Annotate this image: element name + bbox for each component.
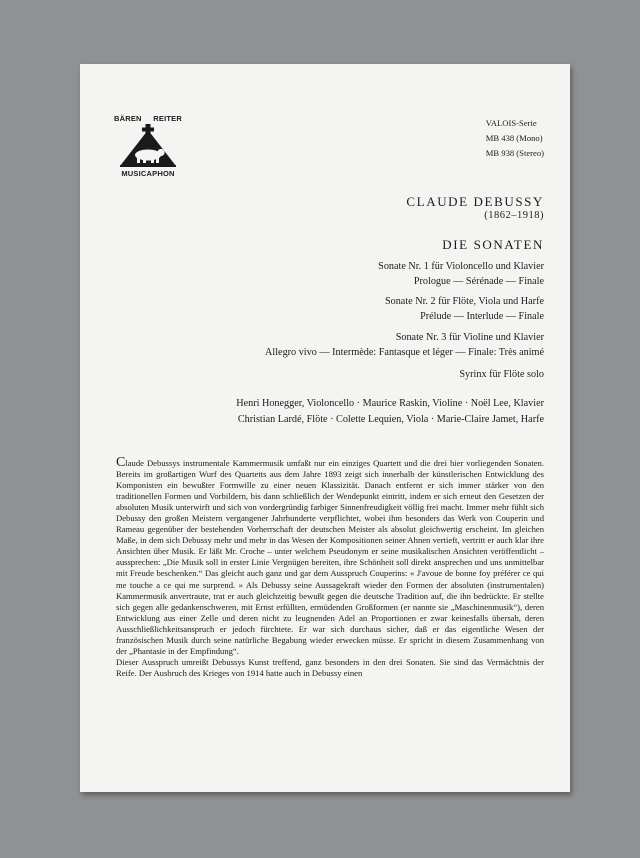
- work-item: [265, 330, 544, 360]
- bear-triangle-logo-icon: [118, 124, 178, 168]
- catalogue-info: [486, 116, 544, 161]
- publisher-logo: [114, 114, 182, 178]
- work-movements: Prélude — Interlude — Finale: [420, 311, 544, 322]
- work-item: [385, 294, 544, 324]
- composer-years: (1862–1918): [484, 210, 544, 221]
- composer-name: CLAUDE DEBUSSY: [406, 194, 544, 209]
- essay-text: [116, 455, 544, 679]
- work-movements: Allegro vivo — Intermède: Fantasque et léger — Finale: Très animé: [265, 347, 544, 358]
- drop-initial: C: [116, 455, 126, 470]
- work-movements: Prologue — Sérénade — Finale: [413, 276, 544, 287]
- work-name: Syrinx für Flöte solo: [459, 369, 544, 380]
- series-name: VALOIS-Serie: [485, 118, 537, 128]
- catalogue-stereo: MB 938 (Stereo): [485, 148, 544, 158]
- performers-line: Henri Honegger, Violoncello · Maurice Raskin, Violine · Noël Lee, Klavier: [236, 398, 544, 409]
- essay-paragraph: [116, 455, 544, 657]
- work-name: Sonate Nr. 2 für Flöte, Viola und Harfe: [384, 296, 544, 307]
- catalogue-mono: MB 438 (Mono): [485, 133, 543, 143]
- work-name: Sonate Nr. 1 für Violoncello und Klavier: [378, 261, 544, 272]
- logo-label: MUSICAPHON: [121, 169, 175, 178]
- work-item: [378, 259, 544, 289]
- album-title: DIE SONATEN: [442, 237, 544, 252]
- essay-paragraph: Dieser Ausspruch umreißt Debussys Kunst treffend, ganz besonders in den drei Sonaten. Sie sind das Vermächtnis der Reife. Der Ausbruch des Krieges von 1914 hatte auch in Debussy einen: [116, 656, 544, 678]
- work-item: [459, 367, 544, 382]
- logo-text-right: REITER: [153, 114, 182, 123]
- sleeve-notes-sheet: [80, 64, 570, 792]
- logo-text-left: BÄREN: [114, 114, 142, 123]
- essay-paragraph-text: laude Debussys instrumentale Kammermusik umfaßt nur ein einziges Quartett und die drei hier vorliegenden Sonaten. Bereits im großartigen Wurf des Quartetts aus dem Jahre 1893 zeigt sich innerhalb der künstlerischen Entwicklung des Komponisten ein bewußter Formwille zu einer neuen Klassizität. Danach entfernt er sich immer stärker von den traditionellen Formen und Vorbildern, bis dann schließlich der Wendepunkt eintritt, indem er sich erneut den Gesetzen der absoluten Musik unterwirft und sich von vordergründig farbiger Sinnenfreudigkeit völlig frei macht. Immer mehr fühlt sich Debussy den großen Meistern vergangener Jahrhunderte verpflichtet, wobei ihm besonders das Werk von Couperin und Rameau gegenüber der bestehenden Vorherrschaft der deutschen Meister als absolut gleichwertig erscheint. Im gleichen Maße, in dem sich Debussy mehr und mehr in das Wesen der Kompositionen seiner Ahnen vertieft, vertritt er auch klar ihre Ansichten über Musik. Er läßt Mr. Croche – unter welchem Pseudonym er seine musikalischen Ansichten veröffentlicht – aussprechen: „Die Musik soll in erster Linie Vergnügen bereiten, ihre Schönheit soll direkt ansprechen und uns unmittelbar mit Freude beschenken.“ Das gleicht auch ganz und gar dem Ausspruch Couperins: « J'avoue de bonne foy préférer ce qui me touche a ce qui me surprend. » Als Debussy seine Aussagekraft wieder den Formen der absoluten (instrumentalen) Kammermusik anvertraute, trat er auch gleichzeitig bewußt gegen die deutsche Tradition auf, die ihn bedrückte. Er stellte sich gegen alle gedankenschweren, mit Ernst erfüllten, ermüdenden Großformen (er nannte sie „Maschinenmusik“), deren Entwicklung aus einer Zelle und deren nicht zu leugnenden Adel an Proportionen er zwar keinesfalls übersah, deren Ausschließlichkeitsanspruch er jedoch fürchtete. Er war sich durchaus sicher, daß er das eigentliche Wesen der französischen Musik durch seine natürliche Begabung wieder erwecken müsse. Er spricht in diesem Zusammenhang von der „Phantasie in der Empfindung“.: [116, 458, 544, 656]
- performers-line: Christian Lardé, Flöte · Colette Lequien, Viola · Marie-Claire Jamet, Harfe: [237, 414, 544, 425]
- work-name: Sonate Nr. 3 für Violine und Klavier: [395, 332, 544, 343]
- performers: [236, 396, 544, 428]
